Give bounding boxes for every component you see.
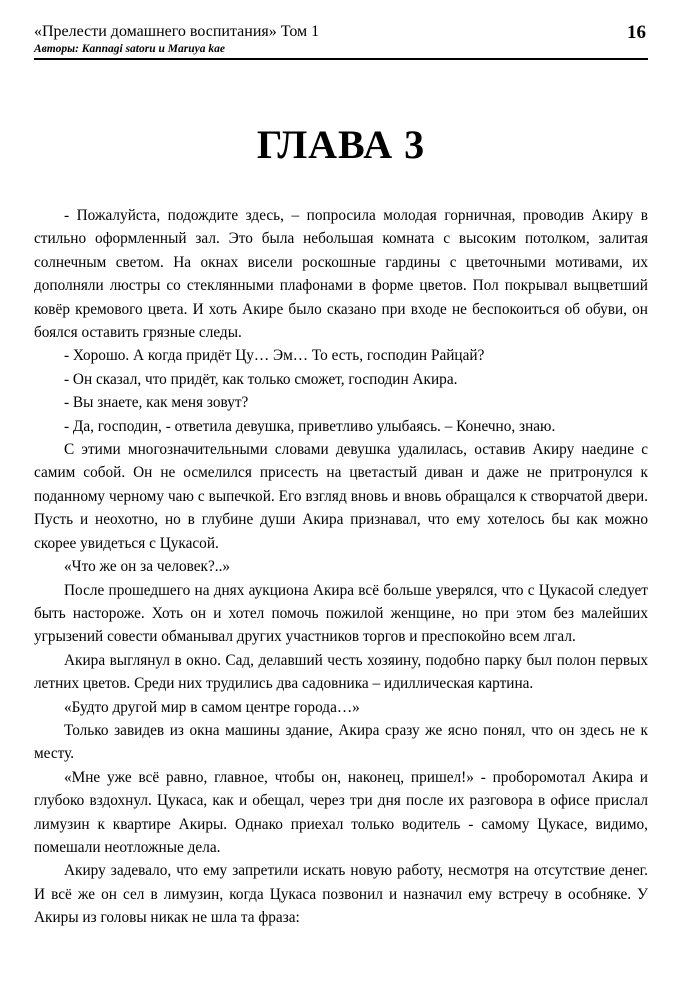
paragraph: - Он сказал, что придёт, как только сможет, господин Акира. (64, 370, 458, 388)
paragraph: - Хорошо. А когда придёт Цу… Эм… То есть, господин Райцай? (64, 347, 485, 365)
paragraph: - Да, господин, - ответила девушка, приветливо улыбаясь. – Конечно, знаю. (64, 417, 556, 435)
paragraph: Только завидев из окна машины здание, Акира сразу же ясно понял, что он здесь не к месту. (34, 721, 648, 763)
paragraph: - Вы знаете, как меня зовут? (64, 394, 249, 412)
paragraph: Акира выглянул в окно. Сад, делавший честь хозяину, подобно парку был полон первых летних цветов. Среди них трудились два садовника – идиллическая картина. (34, 651, 648, 693)
book-title: «Прелести домашнего воспитания» Том 1 (34, 23, 320, 40)
chapter-title: ГЛАВА 3 (256, 122, 426, 167)
paragraph: «Что же он за человек?..» (64, 558, 231, 576)
paragraph: Акиру задевало, что ему запретили искать новую работу, несмотря на отсутствие денег. И всё же он сел в лимузин, когда Цукаса позвонил и назначил ему встречу в особняке. У Акиры из головы никак не шла та фраза: (34, 862, 648, 927)
paragraph: С этими многозначительными словами девушка удалилась, оставив Акиру наедине с самим собой. Он не осмелился присесть на цветастый диван и даже не притронулся к поданному черному чаю с выпечкой. Его взгляд вновь и вновь обращался к створчатой двери. Пусть и неохотно, но в глубине души Акира признавал, что ему хотелось бы как можно скорее увидеться с Цукасой. (34, 441, 648, 552)
book-authors: Авторы: Kannagi satoru и Maruya kae (34, 43, 225, 55)
page-number: 16 (627, 22, 646, 43)
body-text (34, 204, 648, 930)
paragraph: - Пожалуйста, подождите здесь, – попросила молодая горничная, проводив Акиру в стильно оформленный зал. Это была небольшая комната с высоким потолком, залитая солнечным светом. На окнах висели роскошные гардины с цветочными мотивами, их дополняли люстры со стеклянными плафонами в форме цветов. Пол покрывал выцветший ковёр кремового цвета. И хоть Акире было сказано при входе не беспокоиться об обуви, он боялся оставить грязные следы. (34, 207, 648, 342)
page-header (34, 22, 648, 60)
paragraph: После прошедшего на днях аукциона Акира всё больше уверялся, что с Цукасой следует быть настороже. Хоть он и хотел помочь пожилой женщине, но при этом без малейших угрызений совести обманывал других участников торгов и преспокойно всем лгал. (34, 581, 648, 646)
header-left-block (34, 22, 319, 56)
paragraph: «Будто другой мир в самом центре города…» (64, 698, 360, 716)
paragraph: «Мне уже всё равно, главное, чтобы он, наконец, пришел!» - проборомотал Акира и глубоко вздохнул. Цукаса, как и обещал, через три дня после их разговора в офисе прислал лимузин к квартире Акиры. Однако приехал только водитель - самому Цукасе, видимо, помешали неотложные дела. (34, 768, 648, 856)
